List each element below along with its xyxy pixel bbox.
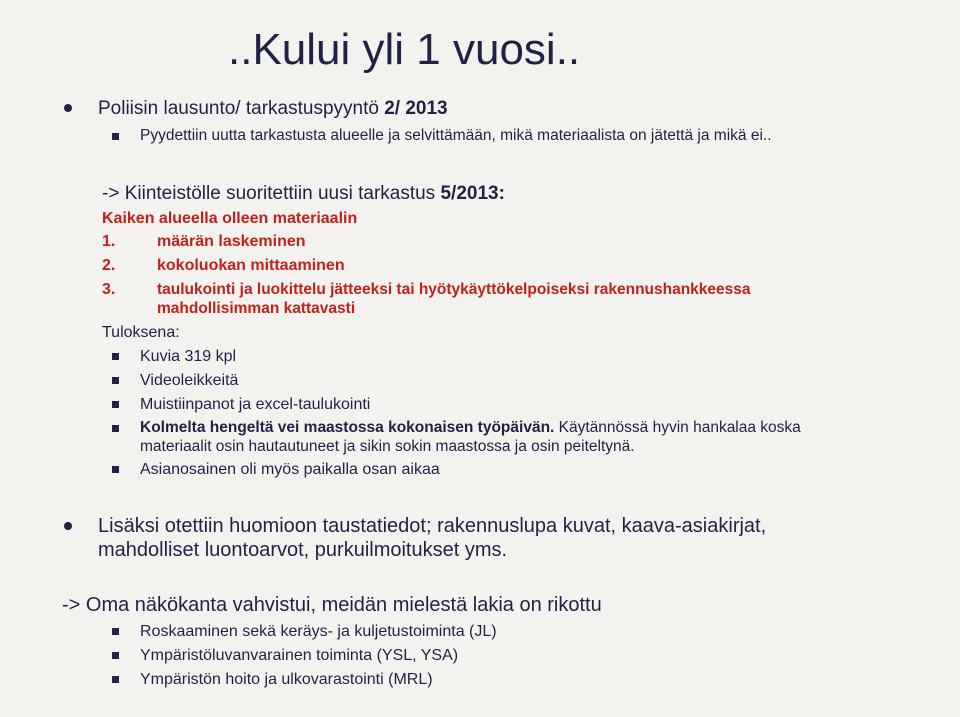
list-item-3-cont: mahdollisimman kattavasti bbox=[157, 300, 356, 317]
inspection-heading-date: 5/2013: bbox=[440, 183, 505, 204]
result-item-2: Videoleikkeitä bbox=[140, 372, 239, 389]
square-bullet-icon bbox=[112, 676, 119, 683]
list-item-2: kokoluokan mittaaminen bbox=[157, 257, 345, 274]
list-item-3: taulukointi ja luokittelu jätteeksi tai hyötykäyttökelpoiseksi rakennushankkeessa bbox=[157, 281, 751, 298]
list-item-1: määrän laskeminen bbox=[157, 233, 306, 250]
result-item-present: Asianosainen oli myös paikalla osan aikaa bbox=[140, 461, 440, 478]
bullet-dot-icon bbox=[64, 522, 72, 530]
results-label: Tuloksena: bbox=[102, 324, 180, 341]
workday-bold-text: Kolmelta hengeltä vei maastossa kokonaisen työpäivän. bbox=[140, 419, 555, 436]
square-bullet-icon bbox=[112, 353, 119, 360]
square-bullet-icon bbox=[112, 628, 119, 635]
law-item-3: Ympäristön hoito ja ulkovarastointi (MRL) bbox=[140, 671, 433, 688]
list-number-3: 3. bbox=[102, 281, 116, 298]
slide-title: ..Kului yli 1 vuosi.. bbox=[228, 25, 581, 74]
background-info-line2: mahdolliset luontoarvot, purkuilmoitukset yms. bbox=[98, 539, 508, 561]
police-statement-date: 2/ 2013 bbox=[384, 98, 448, 119]
square-bullet-icon bbox=[112, 466, 119, 473]
opinion-heading: -> Oma näkökanta vahvistui, meidän mielestä lakia on rikottu bbox=[62, 594, 602, 616]
inspection-heading bbox=[102, 182, 505, 206]
law-item-2: Ympäristöluvanvarainen toiminta (YSL, YSA) bbox=[140, 647, 459, 664]
square-bullet-icon bbox=[112, 133, 119, 140]
square-bullet-icon bbox=[112, 377, 119, 384]
list-number-1: 1. bbox=[102, 233, 116, 250]
all-material-line: Kaiken alueella olleen materiaalin bbox=[102, 210, 358, 227]
list-number-2: 2. bbox=[102, 257, 116, 274]
bullet-dot-icon bbox=[64, 104, 72, 112]
police-statement-text: Poliisin lausunto/ tarkastuspyyntö bbox=[98, 98, 385, 119]
result-item-3: Muistiinpanot ja excel-taulukointi bbox=[140, 396, 371, 413]
law-item-1: Roskaaminen sekä keräys- ja kuljetustoiminta (JL) bbox=[140, 623, 497, 640]
square-bullet-icon bbox=[112, 401, 119, 408]
square-bullet-icon bbox=[112, 425, 119, 432]
result-item-workday bbox=[140, 418, 801, 437]
bullet-police-statement bbox=[98, 97, 448, 121]
inspection-heading-text: -> Kiinteistölle suoritettiin uusi tarkastus bbox=[102, 183, 441, 204]
result-item-1: Kuvia 319 kpl bbox=[140, 348, 237, 365]
workday-rest-text: Käytännössä hyvin hankalaa koska bbox=[554, 419, 801, 436]
square-bullet-icon bbox=[112, 652, 119, 659]
result-item-workday-cont: materiaalit osin hautautuneet ja sikin sokin maastossa ja osin peiteltynä. bbox=[140, 438, 635, 455]
sub-request-text: Pyydettiin uutta tarkastusta alueelle ja selvittämään, mikä materiaalista on jätettä ja mikä ei.. bbox=[140, 127, 772, 144]
background-info-line1: Lisäksi otettiin huomioon taustatiedot; rakennuslupa kuvat, kaava-asiakirjat, bbox=[98, 515, 767, 537]
